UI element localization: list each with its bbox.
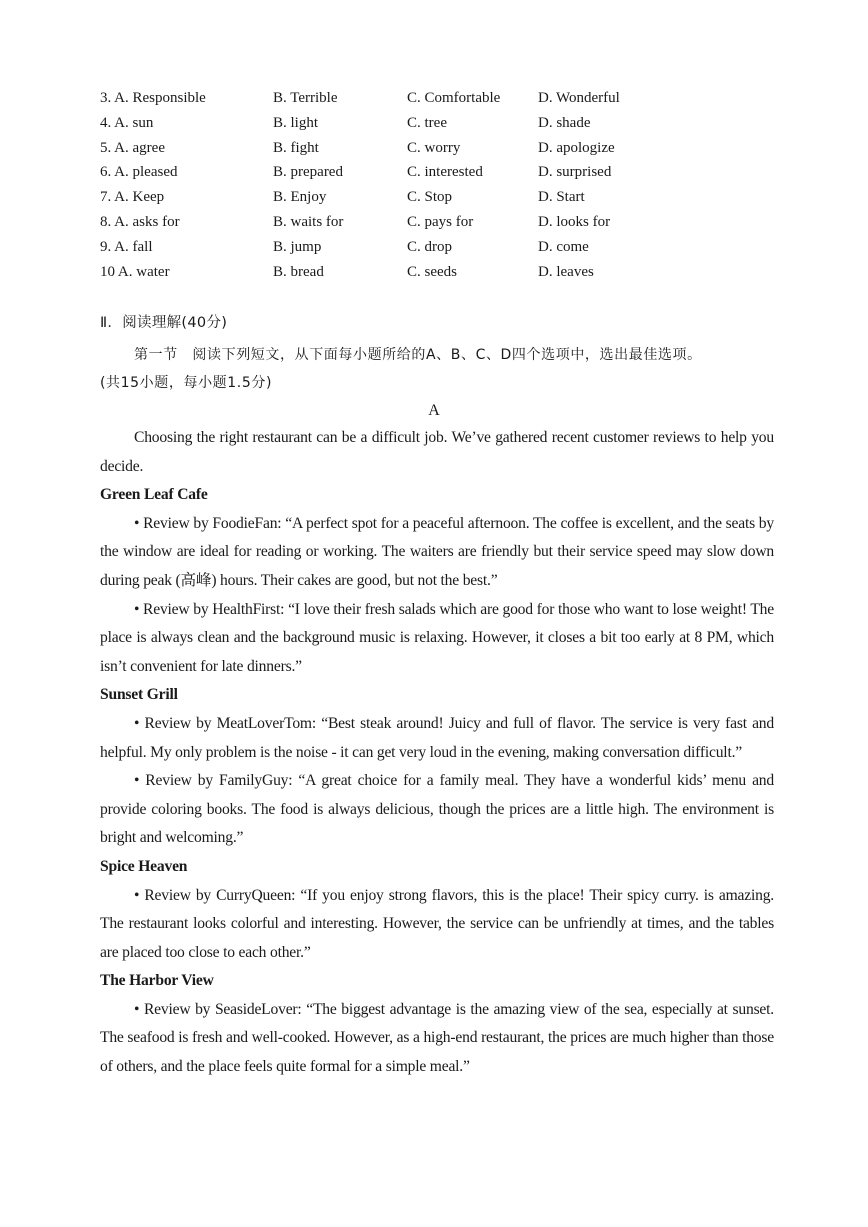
option-b: B. Terrible — [273, 90, 338, 106]
option-a: 6. A. pleased — [100, 164, 178, 181]
option-d: D. Start — [538, 189, 585, 206]
option-d: D. apologize — [538, 139, 615, 156]
option-d: D. shade — [538, 114, 591, 131]
option-a: 10 A. water — [100, 263, 170, 280]
restaurant-name: The Harbor View — [100, 972, 214, 990]
option-a: 5. A. agree — [100, 139, 165, 156]
review-text: • Review by HealthFirst: “I love their fresh salads which are good for those who want to lose weight! The place is always clean and the background music is relaxing. However, it closes a bit too early at 8 PM, which isn’t convenient for late dinners.” — [100, 600, 774, 675]
option-a: 3. A. Responsible — [100, 90, 206, 106]
option-c: C. Comfortable — [407, 90, 501, 106]
section-instruction — [100, 341, 780, 397]
option-row — [100, 260, 640, 285]
option-c: C. tree — [407, 114, 447, 131]
option-row — [100, 185, 640, 210]
review-text: • Review by FamilyGuy: “A great choice for a family meal. They have a wonderful kids’ menu and provide coloring books. The food is always delicious, though the prices are a little high. The environment is bright and welcoming.” — [100, 772, 774, 847]
passage-letter: A — [428, 402, 440, 419]
option-row — [100, 111, 640, 136]
option-d: D. looks for — [538, 213, 611, 230]
option-row — [100, 86, 640, 111]
option-c: C. worry — [407, 139, 461, 156]
option-c: C. seeds — [407, 263, 457, 280]
option-c: C. interested — [407, 164, 483, 181]
option-b: B. bread — [273, 263, 324, 280]
review-text: • Review by CurryQueen: “If you enjoy strong flavors, this is the place! Their spicy curry. is amazing. The restaurant looks colorful and interesting. However, the service can be unfriendly at times, and the tables are placed too close to each other.” — [100, 886, 774, 961]
instruction-line: (共15小题，每小题1.5分) — [100, 375, 273, 391]
option-b: B. light — [273, 114, 319, 131]
option-a: 7. A. Keep — [100, 189, 165, 206]
option-a: 4. A. sun — [100, 114, 154, 131]
passage-body — [100, 424, 774, 1082]
restaurant-name: Sunset Grill — [100, 686, 178, 704]
option-b: B. jump — [273, 238, 322, 255]
option-d: D. Wonderful — [538, 90, 620, 106]
option-c: C. pays for — [407, 213, 474, 230]
review-text: • Review by SeasideLover: “The biggest advantage is the amazing view of the sea, especially at sunset. The seafood is fresh and well-cooked. However, as a high-end restaurant, the prices are much higher than those of others, and the place feels quite formal for a simple meal.” — [100, 1000, 774, 1076]
option-d: D. leaves — [538, 263, 594, 280]
option-b: B. prepared — [273, 164, 343, 181]
option-a: 8. A. asks for — [100, 213, 180, 230]
review-text: • Review by FoodieFan: “A perfect spot for a peaceful afternoon. The coffee is excellent, and the seats by the window are ideal for reading or working. The waiters are friendly but their service speed may slow down during peak (高峰) hours. Their cakes are good, but not the best.” — [100, 514, 774, 589]
option-row — [100, 160, 640, 185]
option-c: C. drop — [407, 238, 452, 255]
passage-intro: Choosing the right restaurant can be a difficult job. We’ve gathered recent customer reviews to help you decide. — [100, 429, 774, 475]
restaurant-name: Green Leaf Cafe — [100, 486, 208, 504]
option-b: B. waits for — [273, 213, 344, 230]
section-heading: Ⅱ．阅读理解(40分) — [100, 315, 228, 331]
option-row — [100, 235, 640, 260]
instruction-line: 第一节 阅读下列短文，从下面每小题所给的A、B、C、D四个选项中，选出最佳选项。 — [134, 347, 702, 363]
review-text: • Review by MeatLoverTom: “Best steak around! Juicy and full of flavor. The service is very fast and helpful. My only problem is the noise - it can get very loud in the evening, making conversation difficult.” — [100, 714, 774, 761]
option-b: B. Enjoy — [273, 189, 327, 206]
restaurant-name: Spice Heaven — [100, 857, 188, 875]
options-table — [100, 86, 640, 284]
option-row — [100, 210, 640, 235]
option-row — [100, 136, 640, 161]
option-a: 9. A. fall — [100, 238, 153, 255]
option-b: B. fight — [273, 139, 319, 156]
option-c: C. Stop — [407, 189, 453, 206]
option-d: D. come — [538, 238, 589, 255]
option-d: D. surprised — [538, 164, 612, 181]
